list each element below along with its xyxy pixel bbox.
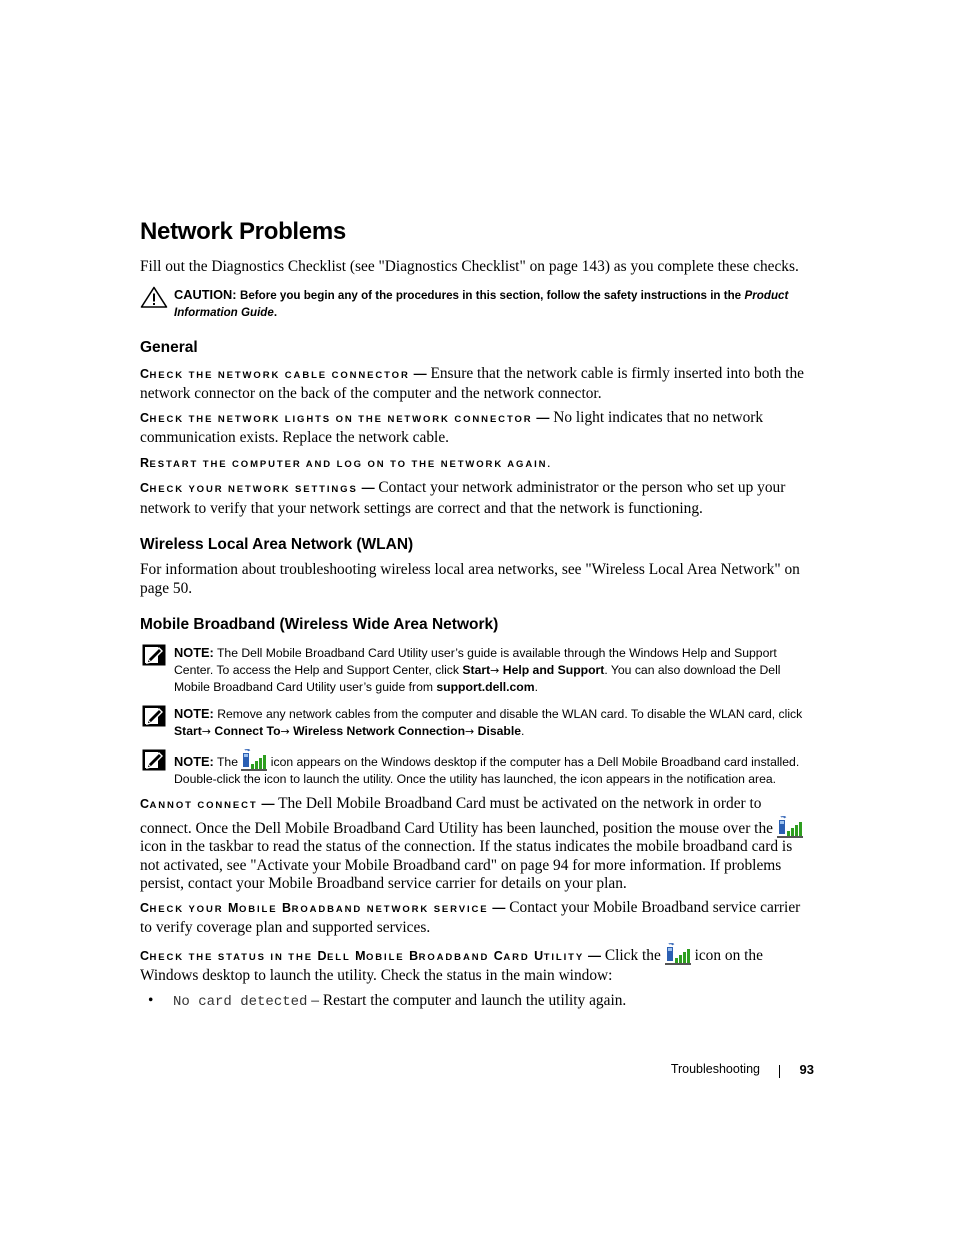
note-1-label: NOTE: — [174, 645, 214, 660]
arrow: → — [280, 725, 290, 738]
list-item — [140, 992, 812, 1012]
ui-connect-to: Connect To — [214, 724, 281, 738]
arrow: → — [201, 725, 211, 738]
check-cable-item — [140, 365, 812, 404]
ui-help-and-support: Help and Support — [502, 663, 605, 677]
caution-end: . — [273, 305, 278, 319]
caution-book-title: Product Information Guide — [174, 288, 789, 319]
note-1-end: . — [534, 680, 538, 694]
check-settings-lead: CHECK YOUR NETWORK SETTINGS — [140, 481, 358, 495]
warning-triangle-icon — [140, 286, 168, 308]
cannot-connect-text: The Dell Mobile Broadband Card must be activated on the network in order to connect. Once the Dell Mobile Broadband Card Utility has been launched, position the mouse over the — [140, 795, 773, 837]
check-cable-lead: CHECK THE NETWORK CABLE CONNECTOR — [140, 366, 410, 381]
check-lights-lead: CHECK THE NETWORK LIGHTS ON THE NETWORK CONNECTOR — [140, 410, 533, 425]
check-settings-text: Contact your network administrator or the person who set up your network to verify that your network settings are correct and that the network is functioning. — [140, 479, 786, 517]
note-1-text-b: . You can also download the Dell Mobile Broadband Card Utility user’s guide from — [174, 663, 781, 694]
check-lights-text: No light indicates that no network communication exists. Replace the network cable. — [140, 408, 764, 446]
check-lights-item — [140, 409, 812, 448]
check-cable-text: Ensure that the network cable is firmly inserted into both the network connector on the back of the computer and the network connector. — [140, 364, 805, 402]
cannot-connect-text-b: icon in the taskbar to read the status of the connection. If the status indicates the mobile broadband card is not activated, see "Activate your Mobile Broadband card" on page 94 for more information. If problems persist, contact your Mobile Broadband service carrier for details on your plan. — [140, 838, 793, 892]
caution-block — [140, 286, 812, 321]
page-title: Network Problems — [140, 218, 346, 245]
ui-start: Start — [174, 724, 202, 738]
check-status-lead: CHECK THE STATUS IN THE DELL MOBILE BROADBAND CARD UTILITY — [140, 948, 585, 963]
check-status-text-b: icon on the Windows desktop to launch the utility. Check the status in the main window: — [140, 946, 763, 984]
arrow: → — [465, 725, 475, 738]
note-3-text-b: icon appears on the Windows desktop if the computer has a Dell Mobile Broadband card installed. Double-click the icon to launch the utility. Once the utility has launched, the icon appears in the notification area. — [174, 755, 800, 786]
page-number: 93 — [799, 1062, 814, 1077]
dash: — — [536, 409, 550, 425]
page-footer — [0, 1062, 954, 1082]
restart-lead: RESTART THE COMPUTER AND LOG ON TO THE NETWORK AGAIN. — [140, 455, 552, 470]
check-service-text: Contact your Mobile Broadband service carrier to verify coverage plan and supported services. — [140, 898, 801, 936]
dash: — — [587, 947, 601, 963]
note-1-block — [140, 644, 812, 696]
caution-label: CAUTION: — [174, 286, 237, 302]
mobile-broadband-icon — [665, 943, 691, 965]
general-heading: General — [140, 338, 198, 356]
note-1-text: The Dell Mobile Broadband Card Utility user’s guide is available through the Windows Help and Support Center. To access the Help and Support Center, click — [174, 646, 777, 677]
note-pencil-icon — [140, 644, 168, 666]
note-2-end: . — [521, 724, 525, 738]
check-settings-item — [140, 479, 812, 518]
ui-wireless-network-connection: Wireless Network Connection — [293, 724, 466, 738]
mobile-broadband-icon — [241, 749, 267, 771]
check-status-text: Click the — [604, 946, 661, 964]
broadband-heading: Mobile Broadband (Wireless Wide Area Network) — [140, 616, 499, 633]
check-service-lead: CHECK YOUR MOBILE BROADBAND NETWORK SERVICE — [140, 900, 489, 915]
cannot-connect-item — [140, 795, 812, 894]
dash: — — [361, 480, 375, 495]
ui-disable: Disable — [477, 724, 521, 738]
note-3-label: NOTE: — [174, 754, 214, 769]
note-pencil-icon — [140, 705, 168, 727]
dash: — — [413, 365, 427, 381]
dash: — — [492, 899, 506, 915]
page-content — [140, 216, 812, 1011]
bullet: • — [148, 991, 154, 1009]
dash: — — [261, 796, 275, 811]
caution-text: Before you begin any of the procedures in this section, follow the safety instructions in the — [239, 288, 742, 302]
note-pencil-icon — [140, 749, 168, 771]
note-2-text: Remove any network cables from the computer and disable the WLAN card. To disable the WLAN card, click — [217, 707, 803, 721]
check-status-item — [140, 943, 812, 986]
status-code: No card detected — [173, 993, 308, 1010]
ui-start: Start — [462, 663, 491, 677]
check-service-item — [140, 899, 812, 938]
bullet-text: – Restart the computer and launch the utility again. — [311, 991, 627, 1009]
mobile-broadband-icon — [777, 816, 803, 838]
wlan-heading: Wireless Local Area Network (WLAN) — [140, 536, 414, 553]
intro-paragraph: Fill out the Diagnostics Checklist (see "Diagnostics Checklist" on page 143) as you complete these checks. — [140, 258, 799, 275]
support-link[interactable]: support.dell.com — [436, 680, 535, 694]
footer-separator — [779, 1065, 780, 1078]
arrow: → — [490, 664, 500, 677]
note-3-block — [140, 749, 812, 788]
note-2-block — [140, 705, 812, 740]
wlan-paragraph: For information about troubleshooting wireless local area networks, see "Wireless Local Area Network" on page 50. — [140, 561, 800, 597]
status-bullet-list — [140, 992, 812, 1012]
restart-item — [140, 454, 812, 475]
note-2-label: NOTE: — [174, 706, 214, 721]
note-3-text: The — [216, 755, 238, 769]
footer-section-title: Troubleshooting — [670, 1062, 760, 1076]
cannot-connect-lead: CANNOT CONNECT — [140, 797, 258, 811]
